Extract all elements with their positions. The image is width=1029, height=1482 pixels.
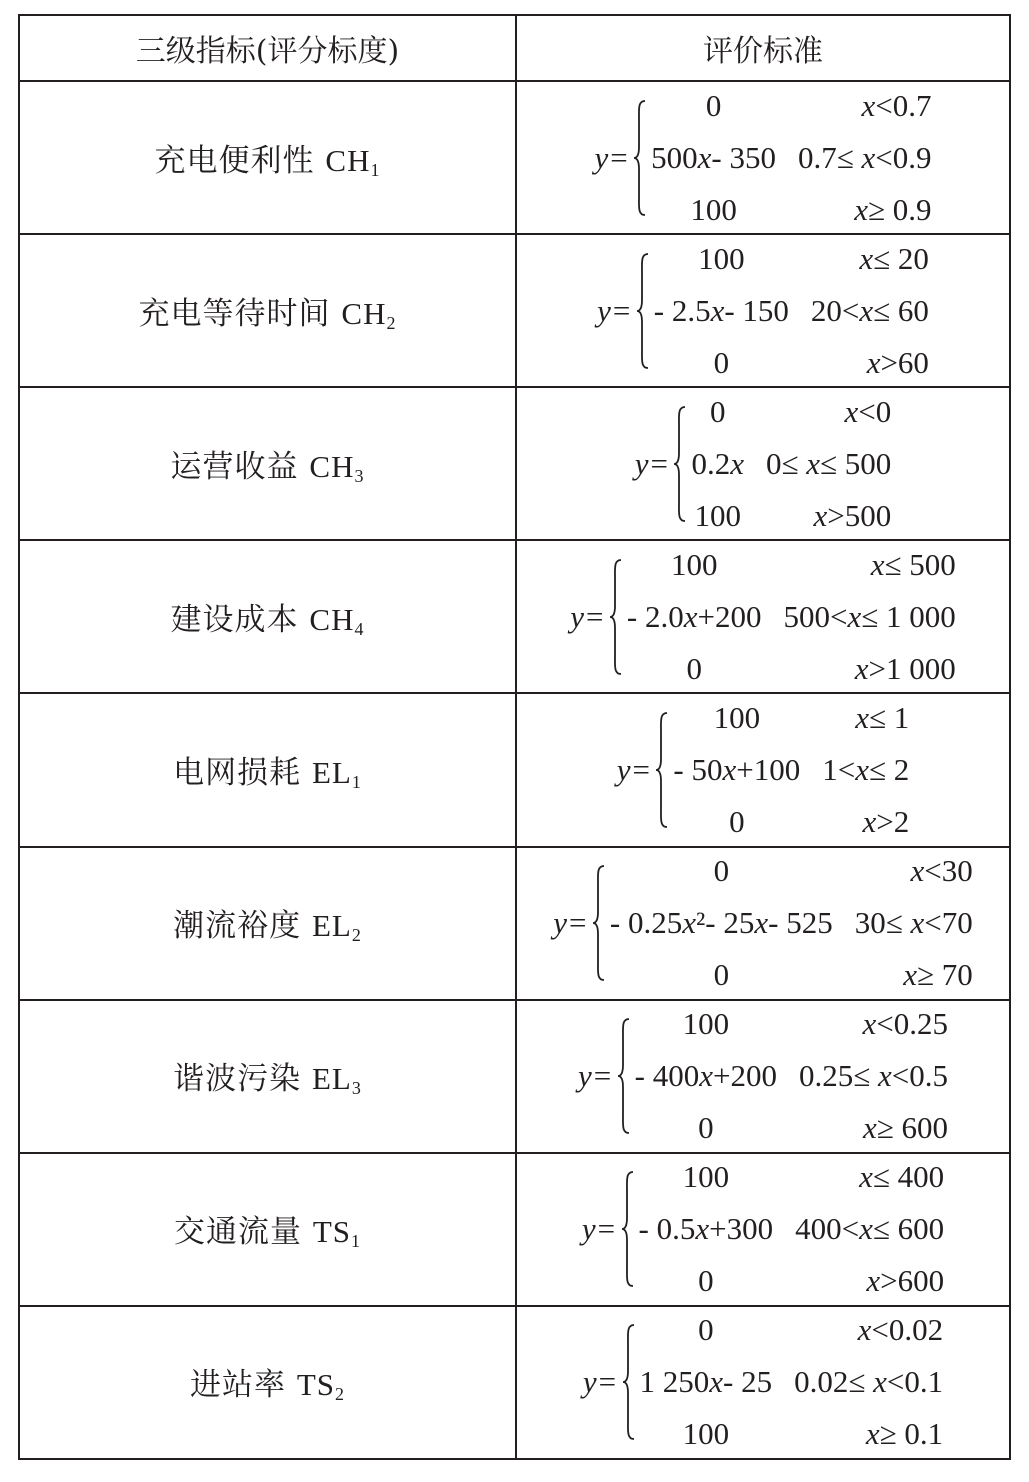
case-value: 100 xyxy=(682,1416,730,1452)
criteria-cell xyxy=(516,387,1010,540)
case-condition: x≤ 400 xyxy=(859,1159,945,1195)
case-value: 0 xyxy=(705,87,722,123)
case-condition: x<0 xyxy=(844,393,892,429)
left-brace-icon xyxy=(673,405,687,523)
indicator-code-letters: CH xyxy=(309,601,355,637)
formula-lhs: y= xyxy=(594,139,630,175)
case-value: 0 xyxy=(729,803,745,839)
case-value: - 0.5x+300 xyxy=(638,1211,774,1247)
piecewise-formula xyxy=(594,84,931,232)
indicator-cell xyxy=(19,693,516,846)
formula-lhs: y= xyxy=(581,1211,617,1247)
formula-cases xyxy=(639,1155,945,1303)
left-brace-icon xyxy=(633,99,647,217)
case-value: 100 xyxy=(682,1159,730,1195)
piecewise-formula xyxy=(597,237,929,385)
case-value: 100 xyxy=(670,546,718,582)
indicator-cell xyxy=(19,847,516,1000)
indicator-code-letters: CH xyxy=(309,448,355,484)
criteria-cell xyxy=(516,693,1010,846)
case-condition: 500<x≤ 1 000 xyxy=(783,598,956,634)
indicator-cell xyxy=(19,1306,516,1459)
header-indicator: 三级指标(评分标度) xyxy=(19,15,516,81)
formula-lhs: y= xyxy=(553,905,588,941)
piecewise-formula xyxy=(635,390,892,538)
header-row xyxy=(19,15,1010,81)
indicator-code-letters: CH xyxy=(341,295,387,331)
case-condition: x>500 xyxy=(813,497,892,533)
formula-lhs: y= xyxy=(597,292,632,328)
indicator-name: 充电等待时间 xyxy=(138,295,331,332)
formula-cases xyxy=(691,390,891,538)
case-condition: 1<x≤ 2 xyxy=(822,751,910,787)
case-value: - 50x+100 xyxy=(673,751,801,787)
indicator-code-letters: CH xyxy=(325,142,371,178)
case-condition: x≥ 0.9 xyxy=(854,191,932,227)
criteria-cell xyxy=(516,1306,1010,1459)
formula-cases xyxy=(651,84,931,232)
case-condition: 400<x≤ 600 xyxy=(795,1211,945,1247)
criteria-cell xyxy=(516,1153,1010,1306)
table-row xyxy=(19,1306,1010,1459)
case-value: 1 250x- 25 xyxy=(639,1364,773,1400)
indicator-code xyxy=(312,1214,362,1252)
case-value: 0 xyxy=(713,344,730,380)
left-brace-icon xyxy=(622,1323,636,1441)
case-value: 0 xyxy=(698,1110,714,1146)
indicator-code-subscript: 1 xyxy=(351,771,362,792)
left-brace-icon xyxy=(617,1017,631,1135)
left-brace-icon xyxy=(636,252,650,370)
case-condition: 30≤ x<70 xyxy=(854,905,973,941)
case-value: 100 xyxy=(682,1006,730,1042)
indicator-code-subscript: 4 xyxy=(354,618,365,639)
case-value: 100 xyxy=(694,497,741,533)
table-row xyxy=(19,387,1010,540)
case-value: - 400x+200 xyxy=(634,1058,777,1094)
case-value: 100 xyxy=(713,699,761,735)
table-row xyxy=(19,540,1010,693)
case-value: 0 xyxy=(709,393,726,429)
formula-cases xyxy=(627,543,956,691)
piecewise-formula xyxy=(617,696,910,844)
case-condition: x>2 xyxy=(862,803,910,839)
case-value: 100 xyxy=(690,191,737,227)
indicator-name: 运营收益 xyxy=(170,448,299,485)
case-condition: x≤ 500 xyxy=(870,546,956,582)
criteria-cell xyxy=(516,847,1010,1000)
case-value: 500x- 350 xyxy=(651,139,776,175)
indicator-name: 电网损耗 xyxy=(173,754,302,791)
indicator-code xyxy=(311,1061,362,1099)
formula-lhs: y= xyxy=(582,1364,618,1400)
indicator-code xyxy=(325,143,380,178)
formula-lhs: y= xyxy=(616,751,652,787)
formula-cases xyxy=(610,849,973,997)
case-condition: 0.25≤ x<0.5 xyxy=(799,1058,949,1094)
case-condition: 0.02≤ x<0.1 xyxy=(794,1364,944,1400)
case-condition: 0.7≤ x<0.9 xyxy=(798,139,932,175)
indicator-code xyxy=(296,1367,346,1405)
case-condition: x<30 xyxy=(910,853,973,889)
indicator-code xyxy=(341,296,396,331)
formula-lhs: y= xyxy=(570,598,605,634)
case-value: 0.2x xyxy=(691,445,744,481)
left-brace-icon xyxy=(609,558,623,676)
indicator-cell xyxy=(19,1000,516,1153)
indicator-code xyxy=(309,602,364,637)
indicator-code xyxy=(309,449,364,484)
indicator-code-letters: EL xyxy=(311,1061,352,1097)
indicator-code-subscript: 3 xyxy=(351,1078,362,1099)
indicator-code-letters: EL xyxy=(311,908,352,944)
case-condition: 0≤ x≤ 500 xyxy=(765,445,892,481)
indicator-name: 潮流裕度 xyxy=(173,908,302,945)
indicator-name: 谐波污染 xyxy=(173,1061,302,1098)
table-row xyxy=(19,1000,1010,1153)
indicator-code-subscript: 3 xyxy=(354,465,365,486)
case-condition: x<0.25 xyxy=(862,1006,949,1042)
formula-cases xyxy=(654,237,929,385)
table-row xyxy=(19,693,1010,846)
indicator-code-subscript: 2 xyxy=(386,312,397,333)
indicator-code-letters: EL xyxy=(311,754,352,790)
criteria-cell xyxy=(516,1000,1010,1153)
formula-cases xyxy=(640,1308,944,1456)
case-condition: 20<x≤ 60 xyxy=(810,292,929,328)
case-condition: x≥ 0.1 xyxy=(865,1416,944,1452)
indicator-code xyxy=(311,908,362,946)
piecewise-formula xyxy=(583,1308,943,1456)
formula-lhs: y= xyxy=(577,1058,613,1094)
case-condition: x>1 000 xyxy=(854,650,956,686)
criteria-table xyxy=(18,14,1011,1460)
case-condition: x>600 xyxy=(866,1263,945,1299)
indicator-code-letters: TS xyxy=(312,1214,352,1250)
table-row xyxy=(19,81,1010,234)
indicator-cell xyxy=(19,387,516,540)
indicator-code-subscript: 2 xyxy=(335,1384,346,1405)
piecewise-formula xyxy=(570,543,956,691)
indicator-cell xyxy=(19,1153,516,1306)
indicator-code-letters: TS xyxy=(296,1367,336,1403)
case-value: - 2.5x- 150 xyxy=(653,292,789,328)
indicator-cell xyxy=(19,540,516,693)
indicator-name: 充电便利性 xyxy=(154,142,315,179)
criteria-cell xyxy=(516,234,1010,387)
indicator-name: 进站率 xyxy=(189,1367,286,1404)
indicator-name: 交通流量 xyxy=(173,1214,302,1251)
case-condition: x<0.02 xyxy=(857,1312,944,1348)
case-value: 0 xyxy=(713,853,730,889)
left-brace-icon xyxy=(621,1170,635,1288)
indicator-name: 建设成本 xyxy=(170,601,299,638)
table-row xyxy=(19,1153,1010,1306)
case-value: 0 xyxy=(698,1312,714,1348)
criteria-cell xyxy=(516,81,1010,234)
case-value: 0 xyxy=(698,1263,714,1299)
case-condition: x<0.7 xyxy=(861,87,932,123)
case-condition: x≤ 1 xyxy=(855,699,910,735)
indicator-cell xyxy=(19,234,516,387)
left-brace-icon xyxy=(655,711,669,829)
indicator-code xyxy=(312,755,362,790)
indicator-code-subscript: 2 xyxy=(351,925,362,946)
indicator-code-subscript: 1 xyxy=(351,1231,362,1252)
table-row xyxy=(19,847,1010,1000)
left-brace-icon xyxy=(592,864,606,982)
formula-cases xyxy=(673,696,909,844)
case-value: 100 xyxy=(698,240,745,276)
formula-lhs: y= xyxy=(634,445,670,481)
case-value: - 0.25x²- 25x- 525 xyxy=(609,905,833,941)
criteria-cell xyxy=(516,540,1010,693)
case-condition: x≥ 600 xyxy=(862,1110,949,1146)
case-value: 0 xyxy=(686,650,702,686)
table-row xyxy=(19,234,1010,387)
formula-cases xyxy=(635,1002,948,1150)
piecewise-formula xyxy=(553,849,973,997)
indicator-cell xyxy=(19,81,516,234)
case-value: - 2.0x+200 xyxy=(626,598,762,634)
header-criteria: 评价标准 xyxy=(516,15,1010,81)
case-condition: x>60 xyxy=(866,344,929,380)
indicator-code-subscript: 1 xyxy=(370,159,381,180)
case-value: 0 xyxy=(713,957,730,993)
case-condition: x≤ 20 xyxy=(859,240,929,276)
piecewise-formula xyxy=(578,1002,948,1150)
case-condition: x≥ 70 xyxy=(903,957,973,993)
piecewise-formula xyxy=(582,1155,944,1303)
